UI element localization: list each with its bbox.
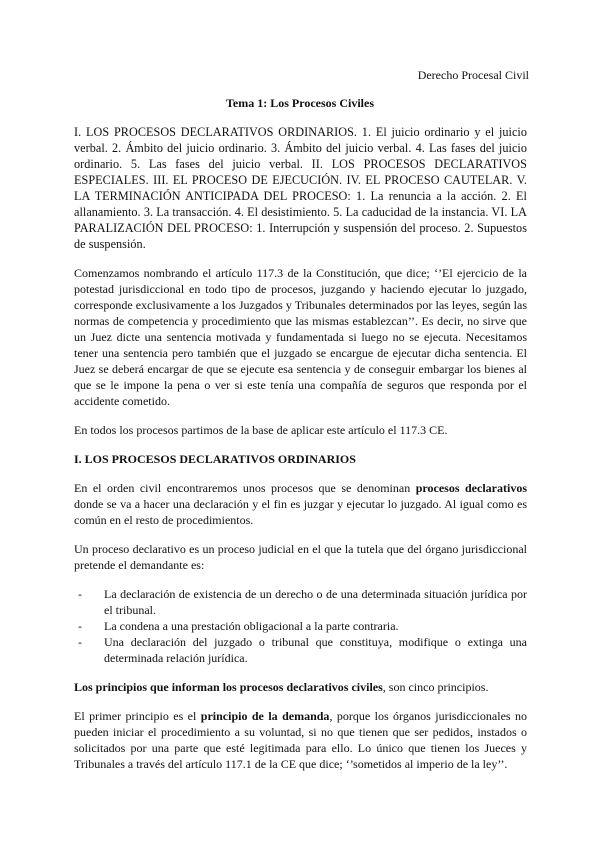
principles-text-end: , son cinco principios. xyxy=(382,680,489,694)
first-principle-paragraph xyxy=(74,708,527,772)
list-item: - La condena a una prestación obligacional a la parte contraria. xyxy=(104,618,527,634)
civil-order-text-start: En el orden civil encontraremos unos procesos que se denominan xyxy=(74,481,416,495)
civil-order-text-end: donde se va a hacer una declaración y el fin es juzgar y ejecutar lo juzgado. Al igual como es común en el resto de procedimientos. xyxy=(74,497,527,527)
page-title: Tema 1: Los Procesos Civiles xyxy=(226,96,374,110)
course-header: Derecho Procesal Civil xyxy=(417,68,529,82)
base-paragraph: En todos los procesos partimos de la base de aplicar este artículo el 117.3 CE. xyxy=(74,423,448,437)
definition-paragraph: Un proceso declarativo es un proceso judicial en el que la tutela que del órgano jurisdiccional pretende el demandante es: xyxy=(74,542,527,572)
principles-bold-term: Los principios que informan los procesos declarativos civiles xyxy=(74,680,383,694)
list-item: - La declaración de existencia de un derecho o de una determinada situación jurídica por el tribunal. xyxy=(104,586,527,618)
document-body xyxy=(74,124,527,785)
first-principle-text-end: , porque los órganos jurisdiccionales no pueden iniciar el procedimiento a su voluntad, si no que tienen que ser pedidos, instados o solicitados por una parte que esté legitimada para ello. Lo único que tienen los Jueces y Tribunales a través del artículo 117.1 de la CE que dice; ‘’sometidos al imperio de la ley’’. xyxy=(74,709,527,771)
first-principle-bold-term: principio de la demanda xyxy=(200,709,330,723)
claims-list xyxy=(74,586,527,666)
topic-index-paragraph: I. LOS PROCESOS DECLARATIVOS ORDINARIOS. 1. El juicio ordinario y el juicio verbal. 2. Ámbito del juicio ordinario. 3. Ámbito del juicio verbal. 4. Las fases del juicio ordinario. 5. Las fases del juicio verbal. II. LOS PROCESOS DECLARATIVOS ESPECIALES. III. EL PROCESO DE EJECUCIÓN. IV. EL PROCESO CAUTELAR. V. LA TERMINACIÓN ANTICIPADA DEL PROCESO: 1. La renuncia a la acción. 2. El allanamiento. 3. La transacción. 4. El desistimiento. 5. La caducidad de la instancia. VI. LA PARALIZACIÓN DEL PROCESO: 1. Interrupción y suspensión del proceso. 2. Supuestos de suspensión. xyxy=(74,125,527,251)
civil-order-bold-term: procesos declarativos xyxy=(415,481,527,495)
section-heading: I. LOS PROCESOS DECLARATIVOS ORDINARIOS xyxy=(74,452,356,466)
first-principle-text-start: El primer principio es el xyxy=(74,709,201,723)
constitution-paragraph: Comenzamos nombrando el artículo 117.3 de la Constitución, que dice; ‘’El ejercicio de la potestad jurisdiccional en todo tipo de procesos, juzgando y haciendo ejecutar lo juzgado, corresponde exclusivamente a los Juzgados y Tribunales determinados por las leyes, según las normas de competencia y procedimiento que las mismas establezcan’’. Es decir, no sirve que un Juez dicte una sentencia motivada y fundamentada si luego no se ejecuta. Necesitamos tener una sentencia pero también que el juzgado se encargue de ejecutar dicha sentencia. El Juez se deberá encargar de que se ejecute esa sentencia y de conseguir embargar los bienes al que se le impone la pena o ver si este tenía una compañía de seguros que responda por el accidente cometido. xyxy=(74,266,527,408)
civil-order-paragraph xyxy=(74,480,527,528)
list-item: - Una declaración del juzgado o tribunal que constituya, modifique o extinga una determinada relación jurídica. xyxy=(104,634,527,666)
principles-paragraph xyxy=(74,679,527,695)
